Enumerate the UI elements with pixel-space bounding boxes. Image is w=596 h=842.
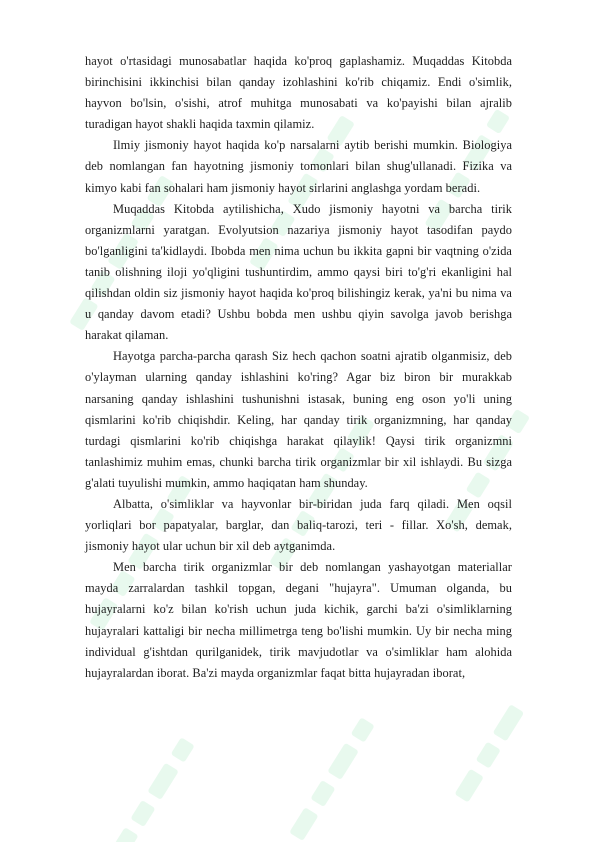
paragraph-1: hayot o'rtasidagi munosabatlar haqida ko'proq gaplashamiz. Muqaddas Kitobda birinchisini ikkinchisi bilan qanday izohlashini ko'rib chiqamiz. Endi o'simlik, hayvon bo'lsin, o'sishi, atrof muhitga munosabati va ko'payishi bilan ajralib turadigan hayot shakli haqida taxmin qilamiz. [85,54,512,132]
paragraph-6: Men barcha tirik organizmlar bir deb nomlangan yashayotgan materiallar mayda zarralardan tashkil topgan, degani "hujayra". Umuman olganda, bu hujayralarni ko'z bilan ko'rish uchun juda kichik, garchi ba'zi o'simliklarning hujayralari kattaligi bir necha millimetrga teng bo'lishi mumkin. Uy bir necha ming individual g'ishtdan qurilganidek, tirik mavjudotlar va o'simliklar ham alohida hujayralardan iborat. Ba'zi mayda organizmlar faqat bitta hujayradan iborat, [85,560,512,680]
body-text [85,51,512,684]
paragraph-4: Hayotga parcha-parcha qarash Siz hech qachon soatni ajratib olganmisiz, deb o'ylayman ularning qanday ishlashini ko'ring? Agar biz biron bir murakkab narsaning qanday ishlashini tushunishni istasak, buning eng oson yo'li uning qismlarini ko'rib chiqishdir. Keling, har qanday tirik organizmning, har qanday turdagi qismlarini ko'rib chiqishga harakat qilaylik! Qaysi tirik organizmni tanlashimiz muhim emas, chunki barcha tirik organizmlar bir xil ishlaydi. Bu sizga g'alati tuyulishi mumkin, ammo haqiqatan ham shunday. [85,349,512,490]
paragraph-3: Muqaddas Kitobda aytilishicha, Xudo jismoniy hayotni va barcha tirik organizmlarni yaratgan. Evolyutsion nazariya jismoniy hayot tasodifan paydo bo'lganligini ta'kidlaydi. Ibobda men nima uchun bu ikkita gapni bir vaqtning o'zida tanib olishning iloji yo'qligini tushuntirdim, ammo qaysi biri to'g'ri ekanligini hal qilishdan oldin siz jismoniy hayot haqida ko'proq bilishingiz kerak, ya'ni bu nima va u qanday davom etadi? Ushbu bobda men ushbu qiyin savolga javob berishga harakat qilaman. [85,201,512,343]
paragraph-2: Ilmiy jismoniy hayot haqida ko'p narsalarni aytib berishi mumkin. Biologiya deb nomlangan fan hayotning jismoniy tomonlari bilan shug'ullanadi. Fizika va kimyo kabi fan sohalari ham jismoniy hayot sirlarini anglashga yordam beradi. [85,138,512,195]
paragraph-5: Albatta, o'simliklar va hayvonlar bir-biridan juda farq qiladi. Men oqsil yorliqlari bor papatyalar, barglar, dan baliq-tarozi, teri - fillar. Xo'sh, demak, jismoniy hayot ular uchun bir xil deb aytganimda. [85,496,512,554]
